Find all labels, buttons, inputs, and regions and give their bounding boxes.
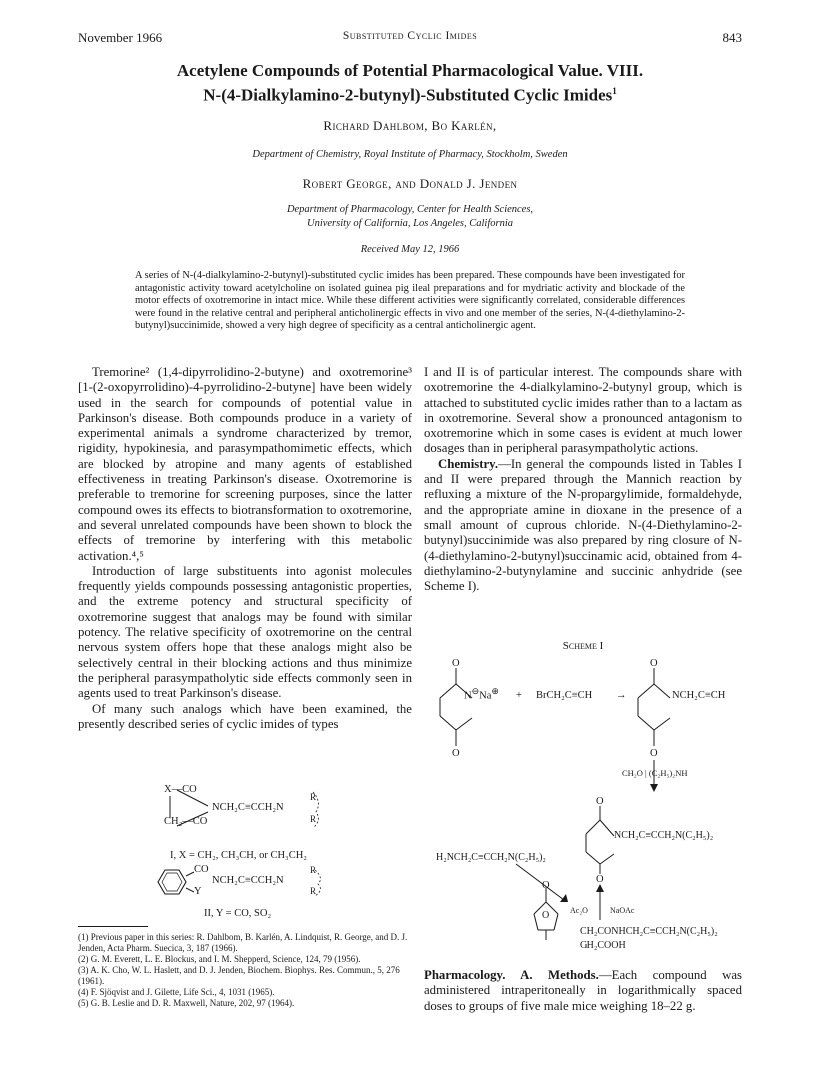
footnote-divider <box>78 926 148 927</box>
affiliation-2-line2: University of California, Los Angeles, California <box>306 218 514 229</box>
affiliation-2-line1: Department of Pharmacology, Center for Health Sciences, <box>286 204 534 215</box>
scheme-arrow: → <box>616 690 627 701</box>
structure-i-chain: NCH₂C≡CCH₂N <box>212 802 284 813</box>
structure-ii-co: CO <box>194 864 209 875</box>
footnote-1: (1) Previous paper in this series: R. Dahlbom, B. Karlén, A. Lindquist, R. George, and D. J. Jenden, Acta Pharm. Suecica, 3, 187 (1966). <box>78 932 408 953</box>
scheme-o-3: O <box>650 658 658 669</box>
scheme-i <box>424 634 742 944</box>
left-paragraph-1: Tremorine² (1,4-dipyrrolidino-2-butyne) and oxotremorine³ [1-(2-oxopyrrolidino)-4-pyrrolidino-2-butyne] have been widely used in the search for compounds of potential value in Parkinson's disease. Both compounds produce in a variety of experimental animals a syndrome characterized by tremor, rigidity, hypokinesia, and parasympathomimetic effects, which are blocked by atropine and many agents of established effectiveness in treating Parkinson's disease. Oxotremorine is preferable to tremorine for screening purposes, since the latter compound owes its effects to biotransformation to oxotremorine, and several unrelated compounds have been shown to block the effects of tremorine by interfering with this metabolic activation.⁴,⁵ <box>78 365 412 563</box>
pharmacology-heading: Pharmacology. A. Methods. <box>424 968 599 982</box>
scheme-o-6: O <box>596 874 604 885</box>
right-paragraph-1: I and II is of particular interest. The compounds share with oxotremorine the 4-dialkylamino-2-butynyl group, which is attached to substituted cyclic imides rather than to a lactam as in oxotremorine. Several show a pronounced antagonism to oxotremorine which in some cases is evident at much lower dosages than in peripheral parasympatholytic actions. <box>424 365 742 456</box>
scheme-minus: ⊖ <box>471 686 480 696</box>
scheme-cond2a: Ac₂O <box>570 906 588 915</box>
pharmacology-paragraph <box>424 968 742 1014</box>
left-column <box>78 365 412 732</box>
paper-title-line2 <box>60 81 760 106</box>
received-date: Received May 12, 1966 <box>360 244 460 255</box>
structure-ii-y: Y <box>194 886 202 897</box>
scheme-plus-sign: + <box>516 690 522 701</box>
structure-i-top: X—CO <box>164 784 197 795</box>
scheme-bonds <box>424 658 742 948</box>
scheme-product1: NCH₂C≡CH <box>672 690 726 701</box>
scheme-product2: NCH₂C≡CCH₂N(C₂H₅)₂ <box>614 830 714 841</box>
structure-ii-caption: II, Y = CO, SO₂ <box>204 908 272 919</box>
authors-group-1: Richard Dahlbom, Bo Karlén, <box>323 118 497 133</box>
structure-i-bottom: CH₂—CO <box>164 816 208 827</box>
scheme-na: Na <box>479 690 492 702</box>
scheme-n-na <box>464 686 499 702</box>
footnotes <box>78 932 412 1009</box>
scheme-o-1: O <box>452 658 460 669</box>
authors-group-2: Robert George, and Donald J. Jenden <box>302 176 518 191</box>
scheme-o-5: O <box>596 796 604 807</box>
pharmacology-text: —Each compound was administered intraperitoneally in logarithmically spaced doses to groups of five male mice weighing 18–22 g. <box>424 968 742 1013</box>
right-column <box>424 365 742 594</box>
scheme-o-4: O <box>650 748 658 759</box>
affiliation-1: Department of Chemistry, Royal Institute of Pharmacy, Stockholm, Sweden <box>252 149 568 160</box>
scheme-amide-1: CH₂CONHCH₂C≡CCH₂N(C₂H₅)₂ <box>580 926 718 937</box>
scheme-reagent: BrCH₂C≡CH <box>536 690 593 701</box>
footnote-2: (2) G. M. Everett, L. E. Blockus, and I. M. Shepperd, Science, 124, 79 (1956). <box>78 954 361 964</box>
page-number: 843 <box>722 30 742 45</box>
structure-ii-chain: NCH₂C≡CCH₂N <box>212 875 284 886</box>
structure-ii-r2: R <box>310 886 317 896</box>
structure-i-r2: R <box>310 814 317 824</box>
structure-i-r1: R <box>310 792 317 802</box>
scheme-plus-charge: ⊕ <box>491 686 499 696</box>
paper-title-line1: Acetylene Compounds of Potential Pharmacological Value. VIII. <box>176 61 644 80</box>
scheme-o-7: O <box>542 880 550 891</box>
left-paragraph-3: Of many such analogs which have been examined, the presently described series of cyclic imides of types <box>78 701 412 731</box>
chemistry-text: —In general the compounds listed in Tables I and II were prepared through the Mannich reaction by refluxing a mixture of the N-propargylimide, formaldehyde, and the appropriate amine in dioxane in the presence of a small amount of cuprous chloride. N-(4-Diethylamino-2-butynyl)succinimide was also prepared by ring closure of N-(4-diethylamino-2-butynyl)succinamic acid, obtained from 4-diethylamino-2-butynylamine and succinic anhydride (see Scheme I). <box>424 456 742 594</box>
left-paragraph-2: Introduction of large substituents into agonist molecules frequently yields compounds possessing antagonistic properties, and the extreme potency and structural specificity of oxotremorine suggest that analogs may be found with similar potency. The relative specificity of oxotremorine on the central nervous system offers hope that these analogs might also be selectively central in their blocking actions and thus minimize the peripheral parasympatholytic side effects commonly seen in agents used to treat Parkinson's disease. <box>78 563 412 701</box>
running-title: Substituted Cyclic Imides <box>342 30 478 42</box>
structure-ii-r1: R <box>310 865 317 875</box>
title-footnote-mark: 1 <box>612 86 617 96</box>
structure-i-caption: I, X = CH₂, CH₃CH, or CH₃CH₂ <box>170 850 307 861</box>
scheme-cond2b: NaOAc <box>610 906 635 915</box>
footnote-3: (3) A. K. Cho, W. L. Haslett, and D. J. Jenden, Biochem. Biophys. Res. Commun., 5, 276 (1961). <box>78 965 400 986</box>
scheme-o-8: O <box>542 910 550 921</box>
title-text: N-(4-Dialkylamino-2-butynyl)-Substituted Cyclic Imides <box>203 85 613 105</box>
scheme-amine: H₂NCH₂C≡CCH₂N(C₂H₅)₂ <box>436 852 546 863</box>
footnote-5: (5) G. B. Leslie and D. R. Maxwell, Nature, 202, 97 (1964). <box>78 998 295 1008</box>
scheme-n: N <box>464 690 472 702</box>
pharmacology-section <box>424 968 742 1014</box>
scheme-o-2: O <box>452 748 460 759</box>
chemistry-heading: Chemistry. <box>438 456 499 471</box>
scheme-cond1: CH₂O | (C₂H₅)₂NH <box>622 768 688 778</box>
scheme-amide-2: CH₂COOH <box>580 940 626 951</box>
scheme-title: Scheme I <box>562 640 604 652</box>
structure-figure <box>150 782 400 919</box>
right-paragraph-2 <box>424 457 742 595</box>
footnote-4: (4) F. Sjöqvist and J. Gilette, Life Sci., 4, 1031 (1965). <box>78 987 275 997</box>
header-date: November 1966 <box>78 30 163 45</box>
abstract: A series of N-(4-dialkylamino-2-butynyl)-substituted cyclic imides has been prepared. These compounds have been investigated for antagonistic activity toward acetylcholine on isolated guinea pig ileal preparations and for mydriatic activity and blockade of the motor effects of oxotremorine in intact mice. While these different activities were significantly correlated, considerable differences were found in the relative central and peripheral anticholinergic effects in vivo and one member of the series, N-(4-diethylamino-2-butynyl)succinimide, showed a very high degree of specificity as a central anticholinergic agent. <box>135 270 685 332</box>
